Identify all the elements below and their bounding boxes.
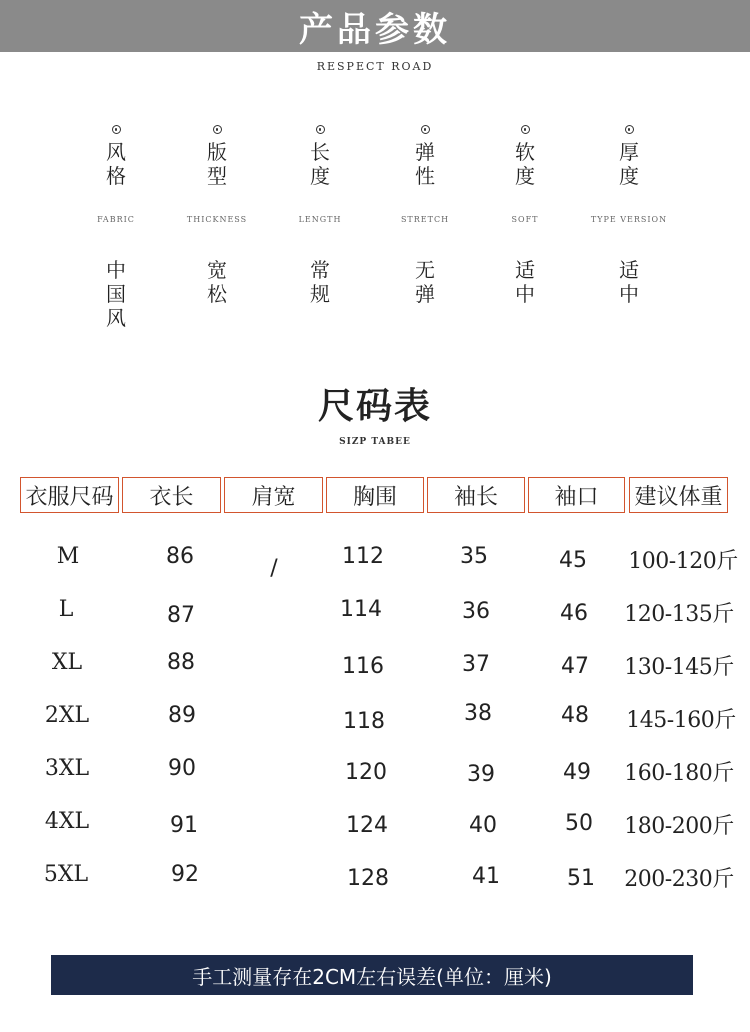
param-label: 弹性 [415,140,435,188]
param-value: 中国风 [106,258,126,330]
page-subtitle: RESPECT ROAD [316,60,434,73]
length-cell: 91 [170,813,198,838]
size-cell: L [58,597,74,622]
table-row [0,703,750,743]
size-cell: 2XL [44,703,90,728]
table-row [0,544,750,584]
param-fit [167,125,267,306]
cuff-cell: 47 [561,654,589,679]
table-row [0,862,750,902]
column-header-cuff: 袖口 [528,477,625,513]
bullet-icon [521,125,530,134]
param-value: 适中 [515,258,535,306]
param-length [270,125,370,306]
column-header-size: 衣服尺码 [20,477,119,513]
header-banner [0,0,750,52]
size-cell: 4XL [44,809,90,834]
size-cell: M [56,544,80,569]
weight-cell: 160-180斤 [624,761,734,786]
bullet-icon [421,125,430,134]
param-softness [475,125,575,306]
chest-cell: 116 [342,654,384,679]
table-row [0,756,750,796]
cuff-cell: 49 [563,760,591,785]
size-cell: 5XL [43,862,89,887]
column-header-length: 衣长 [122,477,221,513]
param-label: 厚度 [619,140,639,188]
length-cell: 90 [168,756,196,781]
column-header-sleeve-length: 袖长 [427,477,525,513]
sleeve-cell: 37 [462,652,490,677]
chest-cell: 114 [340,597,382,622]
length-cell: 92 [171,862,199,887]
cuff-cell: 46 [560,601,588,626]
column-header-chest: 胸围 [326,477,424,513]
bullet-icon [316,125,325,134]
page-title: 产品参数 [299,9,451,50]
param-english-label: THICKNESS [186,215,248,224]
sleeve-cell: 40 [469,813,497,838]
bullet-icon [112,125,121,134]
table-row [0,809,750,849]
param-label: 版型 [207,140,227,188]
column-header-weight: 建议体重 [629,477,728,513]
size-table-title: 尺码表 [317,386,432,427]
param-label: 长度 [310,140,330,188]
param-english-label: STRETCH [400,215,450,224]
table-row [0,650,750,690]
size-table-subtitle: SIZP TABEE [339,437,411,447]
param-thickness [579,125,679,306]
param-value: 适中 [619,258,639,306]
chest-cell: 118 [343,709,385,734]
sleeve-cell: 39 [467,762,495,787]
cuff-cell: 50 [565,811,593,836]
bullet-icon [625,125,634,134]
chest-cell: 112 [342,544,384,569]
shoulder-cell: / [270,556,278,581]
size-cell: XL [51,650,83,675]
param-english-label: FABRIC [97,215,135,224]
param-stretch [375,125,475,306]
param-value: 无弹 [415,258,435,306]
product-params [0,125,750,355]
weight-cell: 130-145斤 [624,655,734,680]
length-cell: 89 [168,703,196,728]
weight-cell: 100-120斤 [628,549,738,574]
size-cell: 3XL [44,756,90,781]
length-cell: 88 [167,650,195,675]
weight-cell: 120-135斤 [624,602,734,627]
param-english-label: TYPE VERSION [590,215,668,224]
sleeve-cell: 35 [460,544,488,569]
chest-cell: 128 [347,866,389,891]
param-value: 常规 [310,258,330,306]
cuff-cell: 48 [561,703,589,728]
cuff-cell: 45 [559,548,587,573]
bullet-icon [213,125,222,134]
cuff-cell: 51 [567,866,595,891]
sleeve-cell: 38 [464,701,492,726]
weight-cell: 200-230斤 [624,867,734,892]
sleeve-cell: 41 [472,864,500,889]
column-header-shoulder: 肩宽 [224,477,323,513]
param-label: 风格 [106,140,126,188]
param-label: 软度 [515,140,535,188]
chest-cell: 124 [346,813,388,838]
param-style [66,125,166,330]
param-english-label: LENGTH [298,215,342,224]
weight-cell: 180-200斤 [624,814,734,839]
measurement-note: 手工测量存在2CM左右误差(单位：厘米) [192,964,552,989]
size-table-header [0,477,750,517]
weight-cell: 145-160斤 [626,708,736,733]
param-english-label: SOFT [511,215,539,224]
table-row [0,597,750,637]
length-cell: 86 [166,544,194,569]
measurement-note-bar [51,955,693,995]
length-cell: 87 [167,603,195,628]
sleeve-cell: 36 [462,599,490,624]
chest-cell: 120 [345,760,387,785]
param-value: 宽松 [207,258,227,306]
